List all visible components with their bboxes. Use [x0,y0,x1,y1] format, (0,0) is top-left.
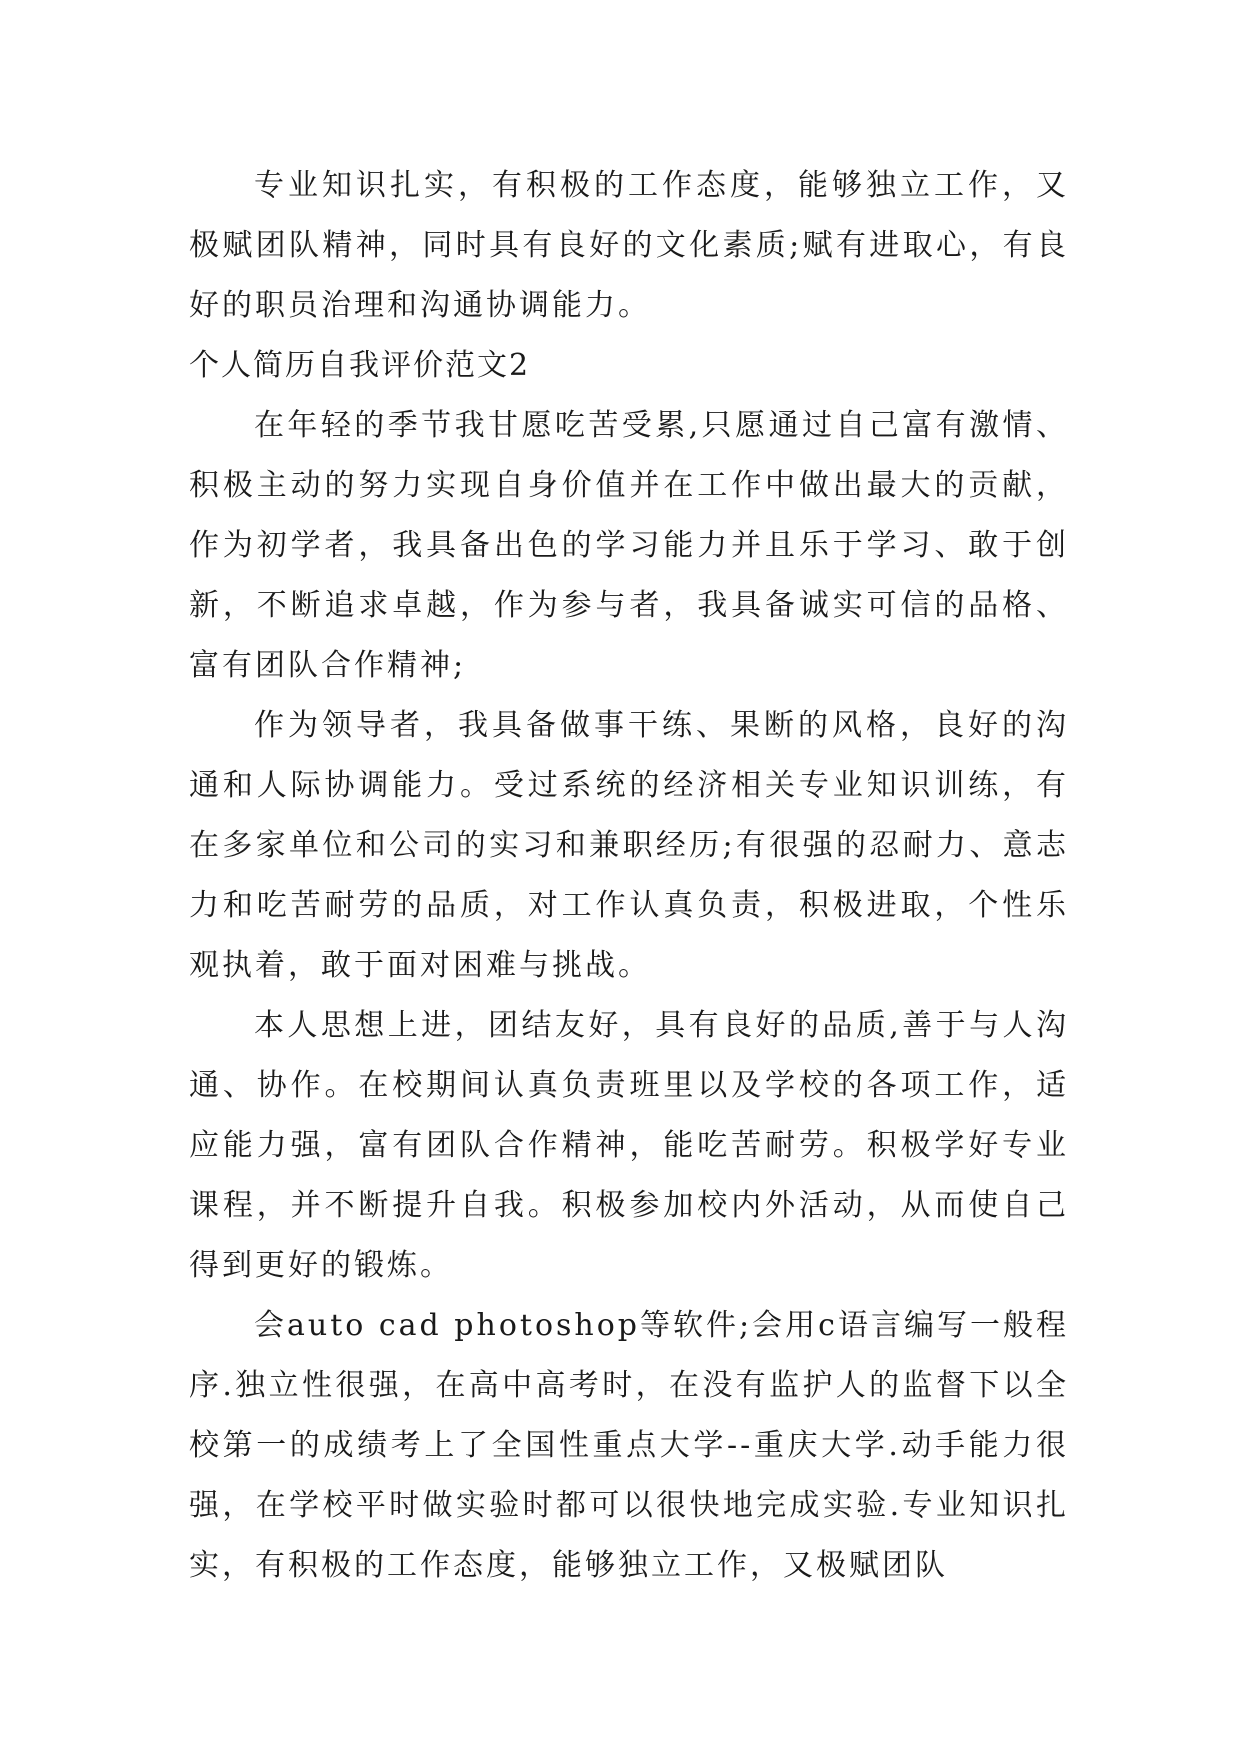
paragraph-4: 本人思想上进，团结友好，具有良好的品质,善于与人沟通、协作。在校期间认真负责班里以及学校的各项工作，适应能力强，富有团队合作精神，能吃苦耐劳。积极学好专业课程，并不断提升自我。积极参加校内外活动，从而使自己得到更好的锻炼。 [189,1008,1069,1283]
paragraph-2: 在年轻的季节我甘愿吃苦受累,只愿通过自己富有激情、积极主动的努力实现自身价值并在工作中做出最大的贡献，作为初学者，我具备出色的学习能力并且乐于学习、敢于创新，不断追求卓越，作为参与者，我具备诚实可信的品格、富有团队合作精神; [189,408,1069,683]
document-body [189,156,1069,1596]
paragraph-1: 专业知识扎实，有积极的工作态度，能够独立工作，又极赋团队精神，同时具有良好的文化素质;赋有进取心，有良好的职员治理和沟通协调能力。 [189,168,1069,323]
section-heading: 个人简历自我评价范文2 [189,348,531,383]
paragraph-5: 会auto cad photoshop等软件;会用c语言编写一般程序.独立性很强，在高中高考时，在没有监护人的监督下以全校第一的成绩考上了全国性重点大学--重庆大学.动手能力很强，在学校平时做实验时都可以很快地完成实验.专业知识扎实，有积极的工作态度，能够独立工作，又极赋团队 [189,1308,1069,1583]
paragraph-3: 作为领导者，我具备做事干练、果断的风格，良好的沟通和人际协调能力。受过系统的经济相关专业知识训练，有在多家单位和公司的实习和兼职经历;有很强的忍耐力、意志力和吃苦耐劳的品质，对工作认真负责，积极进取，个性乐观执着，敢于面对困难与挑战。 [189,708,1069,983]
